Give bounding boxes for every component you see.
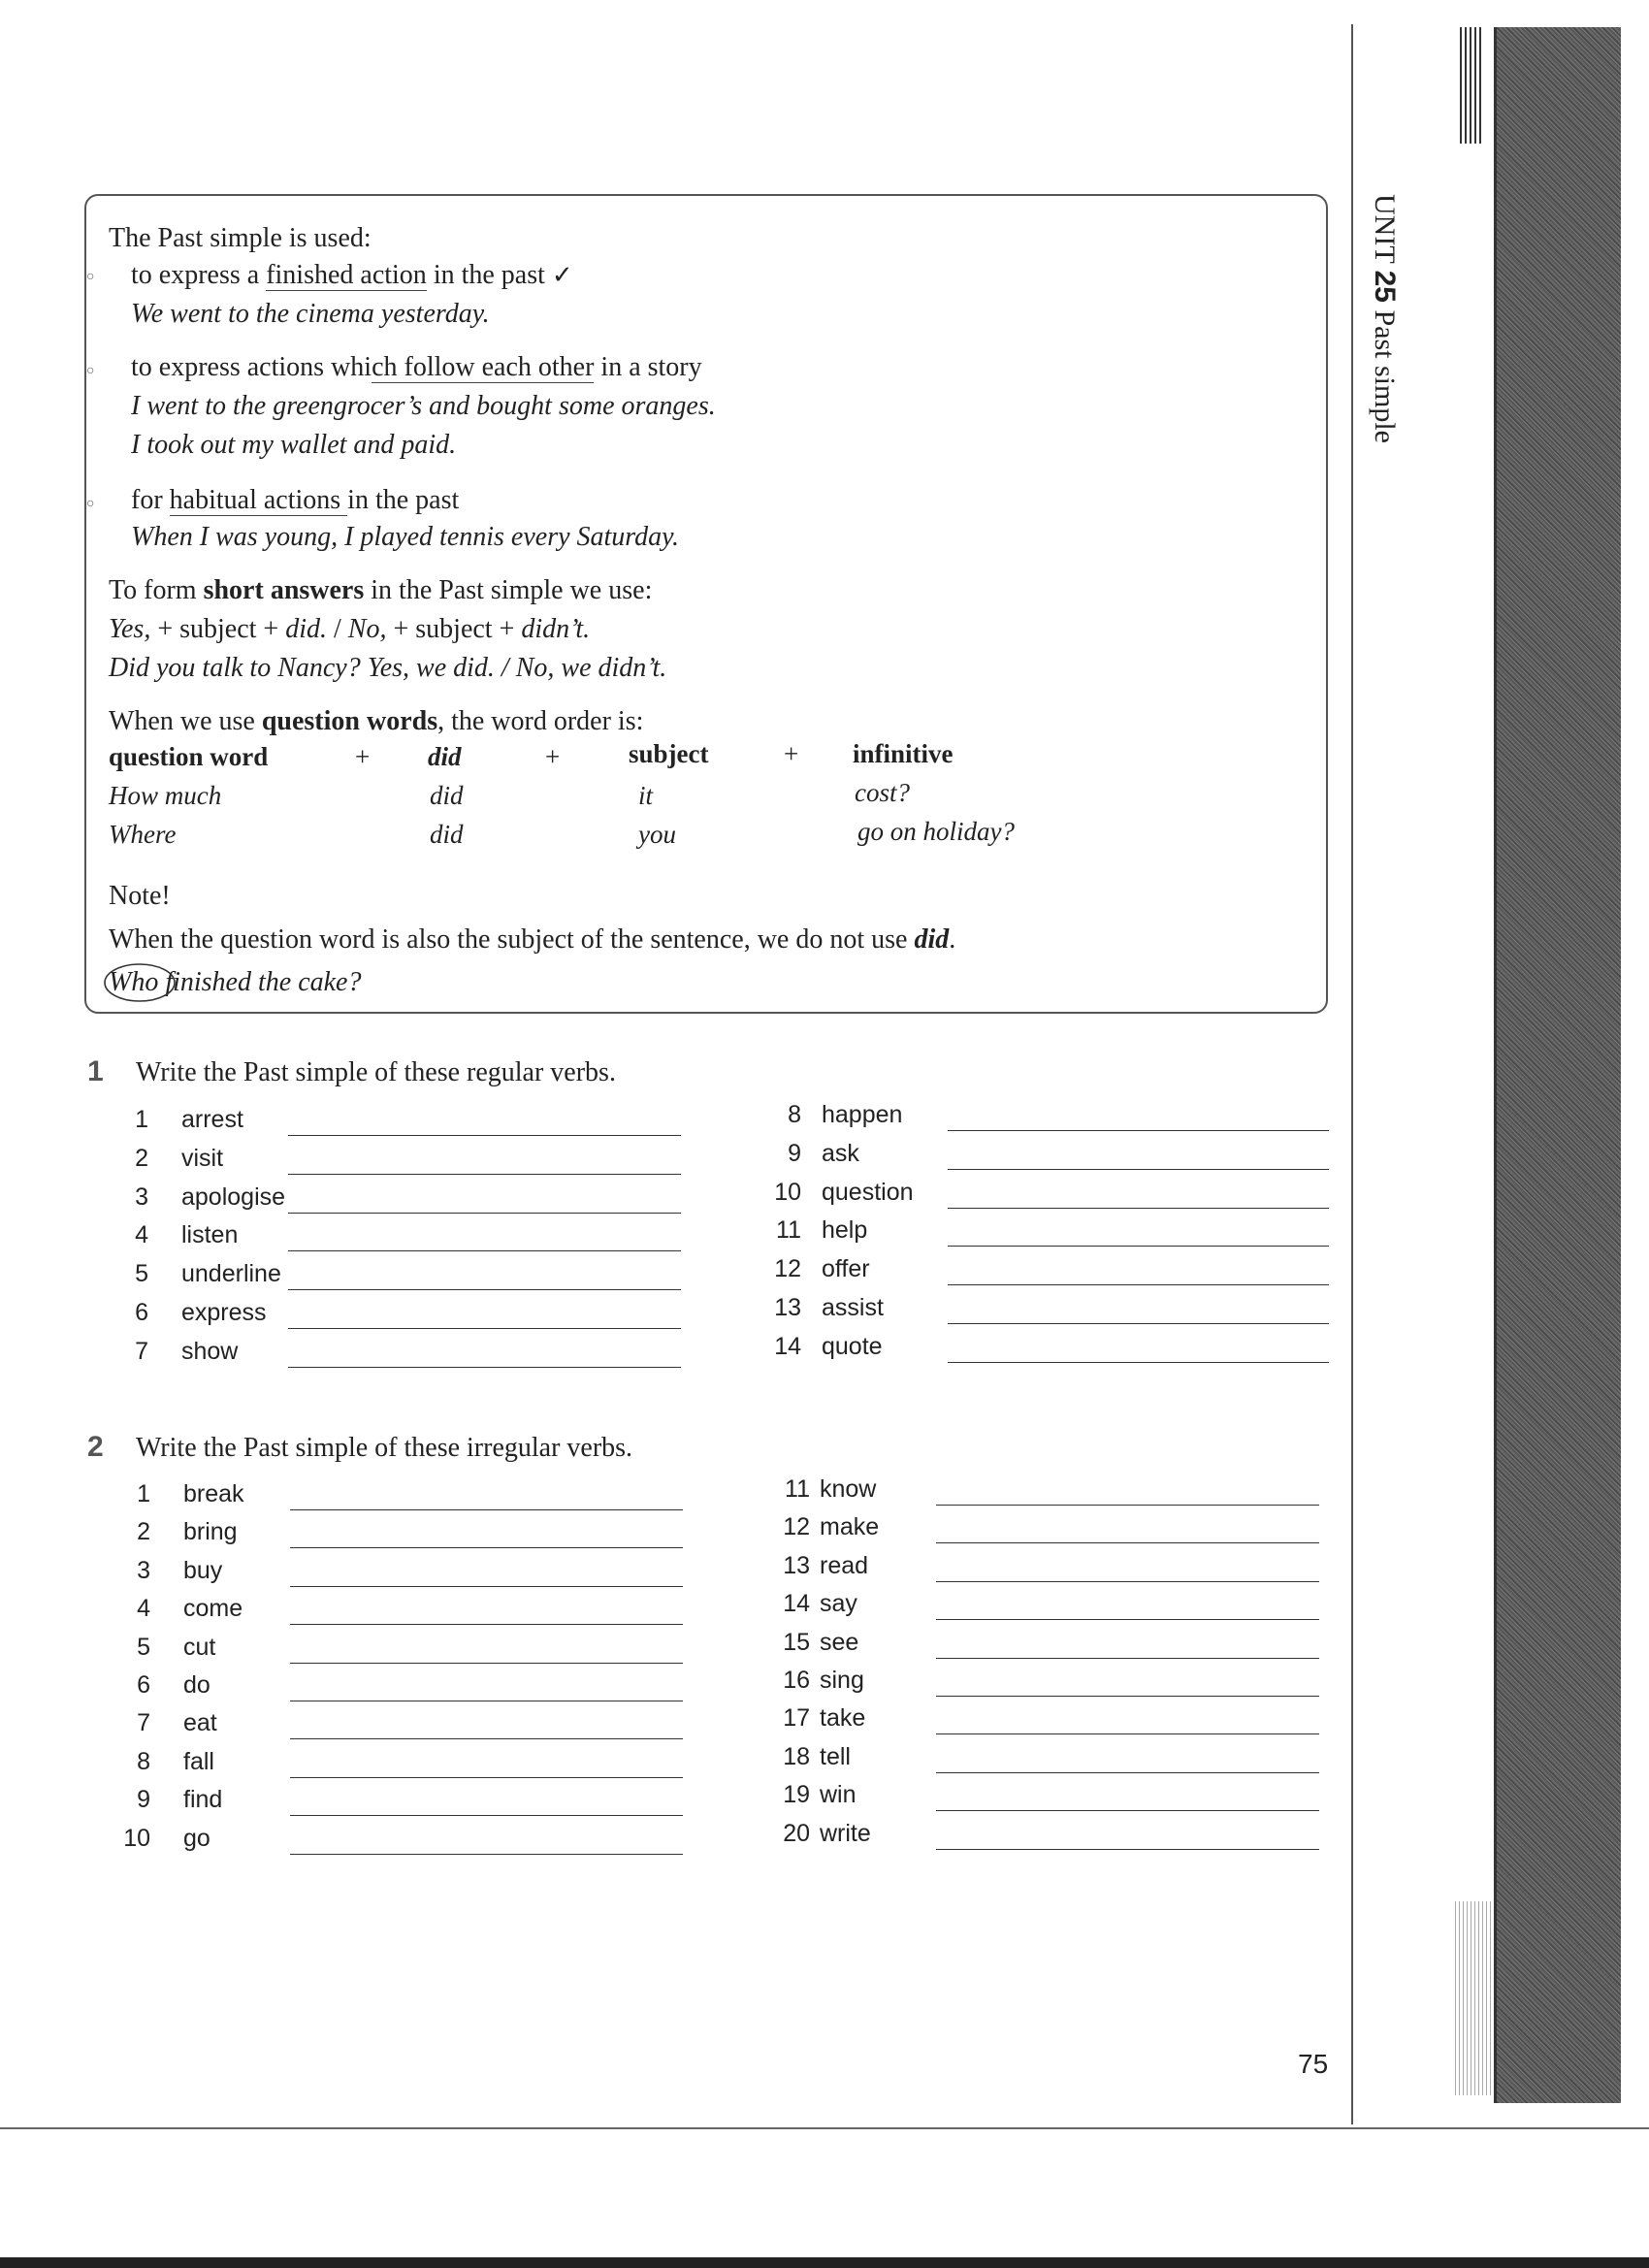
item-verb: break: [183, 1480, 244, 1507]
item-verb: sing: [820, 1667, 864, 1694]
answer-line[interactable]: [936, 1733, 1319, 1734]
item-verb: buy: [183, 1556, 223, 1584]
item-verb: apologise: [181, 1183, 286, 1211]
answer-line[interactable]: [288, 1213, 681, 1214]
use3-post: in the past: [347, 485, 460, 515]
bullet-icon: ○: [86, 364, 95, 378]
qwords-bold: question words: [261, 706, 438, 736]
table-header: question word: [109, 742, 269, 771]
formula-yes: Yes,: [109, 614, 151, 644]
item-verb: help: [822, 1216, 868, 1245]
unit-label: [1368, 194, 1401, 443]
item-verb: make: [820, 1513, 880, 1541]
note-text-pre: When the question word is also the subject of the sentence, we do not use: [109, 924, 915, 955]
item-number: 4: [135, 1221, 148, 1249]
short-bold2: answers: [270, 575, 365, 605]
item-number: 14: [783, 1590, 810, 1618]
formula-did: did.: [285, 614, 328, 644]
item-verb: read: [820, 1551, 869, 1579]
item-number: 3: [135, 1183, 148, 1211]
answer-line[interactable]: [936, 1619, 1319, 1620]
table-header: subject: [629, 739, 709, 768]
item-verb: express: [181, 1299, 267, 1326]
check-mark-icon: ✓: [551, 261, 573, 289]
item-number: 7: [137, 1709, 150, 1737]
item-verb: say: [820, 1590, 857, 1618]
exercise1-number: 1: [87, 1055, 104, 1087]
answer-line[interactable]: [288, 1174, 681, 1175]
item-verb: tell: [820, 1742, 851, 1770]
use3-pre: for: [131, 485, 170, 515]
item-verb: underline: [181, 1260, 281, 1288]
item-verb: win: [820, 1781, 857, 1809]
note-text-em: did: [914, 924, 950, 955]
answer-line[interactable]: [288, 1250, 681, 1251]
use3-line: [131, 485, 459, 516]
use1-pre: to express a: [131, 260, 267, 290]
answer-line[interactable]: [948, 1284, 1329, 1285]
item-verb: know: [820, 1475, 877, 1503]
item-verb: listen: [181, 1221, 239, 1249]
table-cell: How much: [109, 781, 222, 810]
item-verb: assist: [822, 1294, 884, 1321]
use1-post: in the past: [426, 260, 545, 290]
table-cell: go on holiday?: [857, 817, 1015, 846]
item-number: 6: [135, 1299, 148, 1326]
item-verb: find: [183, 1786, 223, 1814]
answer-line[interactable]: [936, 1696, 1319, 1697]
use2-underlined: ch follow each other: [372, 352, 595, 382]
formula-didnt: didn’t.: [521, 614, 591, 644]
use2-pre: to express actions whi: [131, 352, 372, 382]
table-header: +: [545, 742, 561, 771]
formula-part: + subject +: [150, 614, 286, 644]
table-cell: Where: [109, 820, 177, 849]
use1-line: [131, 260, 573, 291]
page-bottom-edge: [0, 2127, 1649, 2129]
item-number: 2: [135, 1144, 148, 1172]
answer-line[interactable]: [936, 1581, 1319, 1582]
item-number: 5: [135, 1260, 148, 1288]
answer-line[interactable]: [936, 1772, 1319, 1773]
short-bold1: short: [203, 575, 264, 605]
item-number: 8: [137, 1747, 150, 1775]
item-number: 5: [137, 1633, 150, 1661]
item-verb: quote: [822, 1332, 883, 1360]
short-post: in the Past simple we use:: [364, 575, 653, 605]
table-header: infinitive: [853, 739, 954, 768]
item-verb: come: [183, 1595, 243, 1623]
answer-line[interactable]: [936, 1542, 1319, 1543]
answer-line[interactable]: [948, 1362, 1329, 1363]
scan-bottom-border: [0, 2257, 1649, 2268]
answer-line[interactable]: [936, 1810, 1319, 1811]
item-number: 13: [774, 1294, 801, 1321]
table-cell: did: [430, 781, 464, 810]
table-header: +: [784, 739, 799, 768]
answer-line[interactable]: [290, 1815, 683, 1816]
answer-line[interactable]: [948, 1169, 1329, 1170]
item-number: 12: [783, 1513, 810, 1541]
answer-line[interactable]: [290, 1854, 683, 1855]
table-header: did: [428, 742, 462, 771]
answer-line[interactable]: [290, 1777, 683, 1778]
exercise2-number: 2: [87, 1431, 104, 1463]
answer-line[interactable]: [288, 1135, 681, 1136]
answer-line[interactable]: [936, 1849, 1319, 1850]
answer-line[interactable]: [948, 1130, 1329, 1131]
use1-example: We went to the cinema yesterday.: [131, 299, 490, 329]
item-verb: visit: [181, 1144, 224, 1172]
answer-line[interactable]: [936, 1505, 1319, 1506]
answer-line[interactable]: [936, 1658, 1319, 1659]
qwords-post: , the word order is:: [437, 706, 644, 736]
item-number: 7: [135, 1337, 148, 1365]
table-header: +: [355, 742, 371, 771]
item-verb: arrest: [181, 1106, 243, 1133]
qwords-pre: When we use: [109, 706, 262, 736]
note-text-post: .: [949, 924, 956, 955]
use2-post: in a story: [594, 352, 702, 382]
answer-line[interactable]: [288, 1289, 681, 1290]
unit-title: Past simple: [1369, 309, 1401, 443]
exercise2-title: Write the Past simple of these irregular verbs.: [136, 1433, 633, 1463]
answer-line[interactable]: [948, 1323, 1329, 1324]
answer-line[interactable]: [948, 1208, 1329, 1209]
page-number: 75: [1298, 2049, 1329, 2079]
answer-line[interactable]: [948, 1246, 1329, 1247]
item-number: 2: [137, 1518, 150, 1546]
item-verb: offer: [822, 1255, 870, 1283]
formula-no: No,: [347, 614, 387, 644]
answer-line[interactable]: [288, 1367, 681, 1368]
use2-example2: I took out my wallet and paid.: [131, 430, 457, 460]
use3-example: When I was young, I played tennis every Saturday.: [131, 522, 680, 552]
formula-part: + subject +: [386, 614, 522, 644]
item-number: 1: [135, 1106, 148, 1133]
item-number: 16: [783, 1667, 810, 1694]
answer-line[interactable]: [290, 1509, 683, 1510]
item-number: 12: [774, 1255, 801, 1283]
formula-slash: /: [327, 614, 348, 644]
item-number: 11: [776, 1216, 801, 1245]
item-number: 19: [783, 1781, 810, 1809]
item-number: 10: [774, 1178, 801, 1206]
answer-line[interactable]: [290, 1586, 683, 1587]
item-verb: go: [183, 1824, 210, 1852]
item-number: 8: [788, 1101, 801, 1128]
item-number: 10: [123, 1824, 150, 1852]
side-band: [1494, 27, 1621, 2103]
item-verb: ask: [822, 1139, 859, 1167]
use1-underlined: finished action: [266, 260, 427, 290]
item-verb: show: [181, 1337, 239, 1365]
item-verb: take: [820, 1704, 866, 1733]
item-number: 9: [137, 1786, 150, 1814]
exercise1-title: Write the Past simple of these regular verbs.: [136, 1057, 616, 1087]
note-example: Who finished the cake?: [109, 967, 362, 997]
note-text: [109, 924, 955, 956]
answer-line[interactable]: [290, 1624, 683, 1625]
item-number: 13: [783, 1551, 810, 1579]
item-number: 17: [783, 1704, 810, 1733]
note-title: Note!: [109, 881, 171, 911]
short-answers-formula: [109, 614, 590, 645]
scan-edge-marks: [1460, 27, 1481, 144]
answer-line[interactable]: [290, 1547, 683, 1548]
table-cell: cost?: [855, 778, 910, 807]
item-number: 9: [788, 1139, 801, 1167]
item-number: 1: [137, 1480, 150, 1507]
unit-word: UNIT: [1369, 194, 1401, 264]
item-verb: happen: [822, 1101, 903, 1128]
side-divider: [1351, 24, 1353, 2124]
use3-underlined: habitual actions: [169, 485, 348, 515]
item-verb: bring: [183, 1518, 238, 1546]
item-number: 3: [137, 1556, 150, 1584]
short-pre: To form: [109, 575, 204, 605]
question-words-intro: [109, 706, 643, 737]
short-answers-intro: [109, 575, 652, 606]
item-number: 18: [783, 1742, 810, 1770]
hand-drawn-circle: [101, 960, 178, 1005]
answer-line[interactable]: [288, 1328, 681, 1329]
short-answers-example: Did you talk to Nancy? Yes, we did. / No, we didn’t.: [109, 653, 667, 683]
item-number: 11: [785, 1475, 810, 1503]
item-verb: fall: [183, 1747, 214, 1775]
bullet-icon: ○: [86, 270, 95, 284]
answer-line[interactable]: [290, 1663, 683, 1664]
item-number: 14: [774, 1332, 801, 1360]
item-verb: write: [820, 1819, 871, 1847]
table-cell: you: [638, 820, 676, 849]
use2-line: [131, 352, 702, 383]
box-intro: The Past simple is used:: [109, 223, 372, 253]
answer-line[interactable]: [290, 1738, 683, 1739]
use2-example1: I went to the greengrocer’s and bought some oranges.: [131, 391, 716, 421]
item-verb: do: [183, 1671, 210, 1699]
item-verb: eat: [183, 1709, 217, 1737]
table-cell: it: [638, 781, 654, 810]
item-verb: question: [822, 1178, 914, 1206]
item-verb: see: [820, 1628, 859, 1656]
item-verb: cut: [183, 1633, 216, 1661]
item-number: 4: [137, 1595, 150, 1623]
table-cell: did: [430, 820, 464, 849]
item-number: 20: [783, 1819, 810, 1847]
unit-number: 25: [1369, 270, 1401, 303]
item-number: 15: [783, 1628, 810, 1656]
item-number: 6: [137, 1671, 150, 1699]
bullet-icon: ○: [86, 497, 95, 511]
scan-edge-marks-bottom: [1455, 1901, 1494, 2095]
